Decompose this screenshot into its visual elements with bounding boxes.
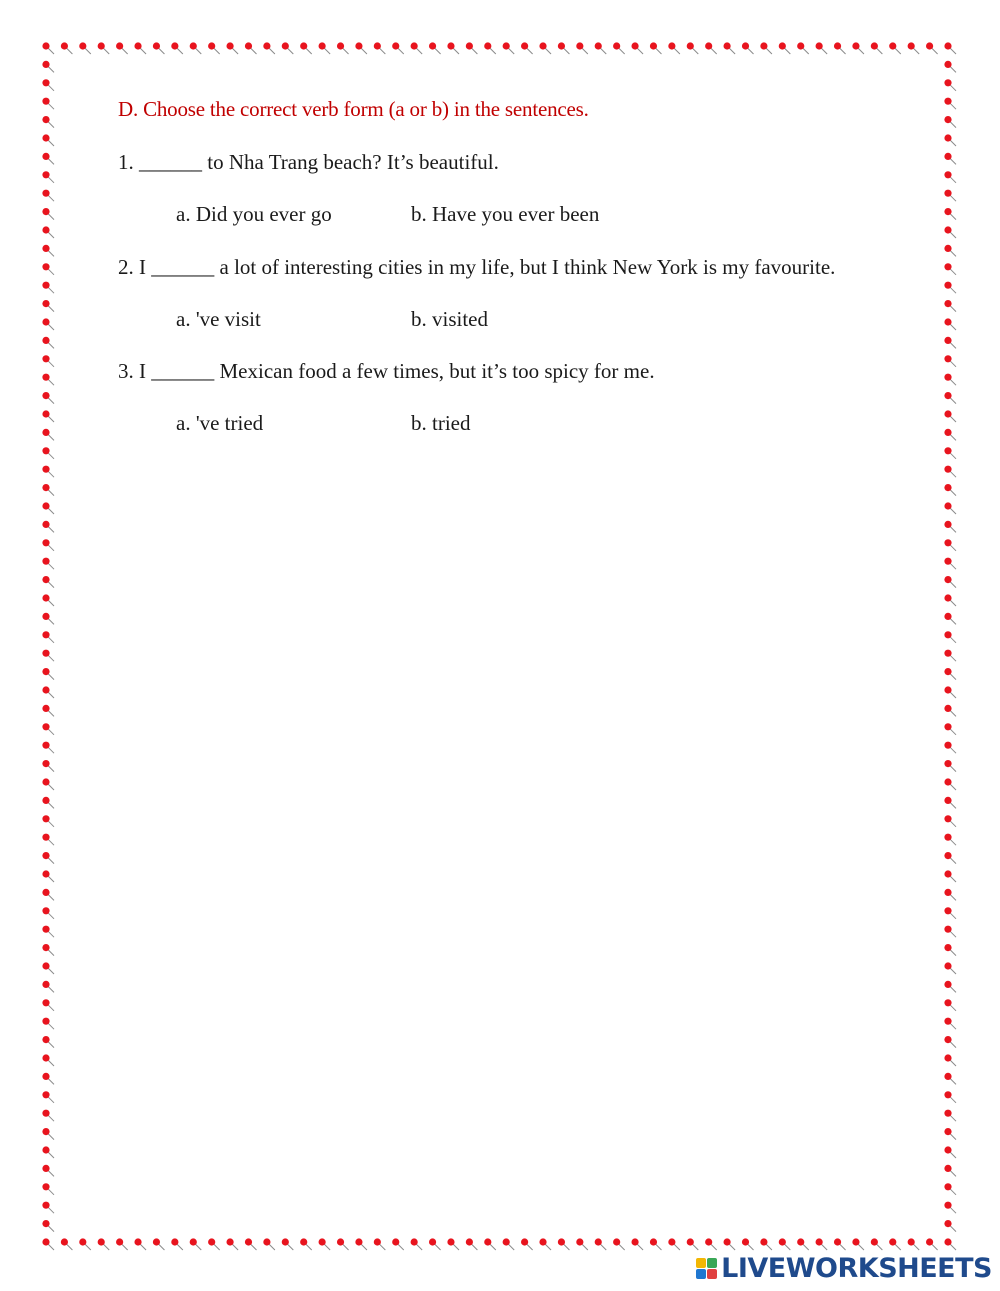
question-3-option-a: a. 've tried xyxy=(176,411,264,435)
question-2-option-b: b. visited xyxy=(411,307,488,331)
logo-wordmark: LIVEWORKSHEETS xyxy=(721,1252,992,1284)
logo-mark-tile xyxy=(707,1258,717,1268)
logo-mark-tile xyxy=(696,1258,706,1268)
instruction-heading: D. Choose the correct verb form (a or b) in the sentences. xyxy=(118,97,589,121)
question-3-option-b: b. tried xyxy=(411,411,471,435)
question-2-option-a: a. 've visit xyxy=(176,307,261,331)
liveworksheets-logo xyxy=(696,1253,992,1283)
question-1-option-a: a. Did you ever go xyxy=(176,202,332,226)
question-2-prompt: 2. I ______ a lot of interesting cities in my life, but I think New York is my favourite. xyxy=(118,255,836,279)
logo-mark-tile xyxy=(707,1269,717,1279)
question-1-prompt: 1. ______ to Nha Trang beach? It’s beautiful. xyxy=(118,150,499,174)
liveworksheets-logo-icon xyxy=(696,1258,717,1279)
question-3-prompt: 3. I ______ Mexican food a few times, but it’s too spicy for me. xyxy=(118,359,655,383)
logo-mark-tile xyxy=(696,1269,706,1279)
question-1-option-b: b. Have you ever been xyxy=(411,202,600,226)
